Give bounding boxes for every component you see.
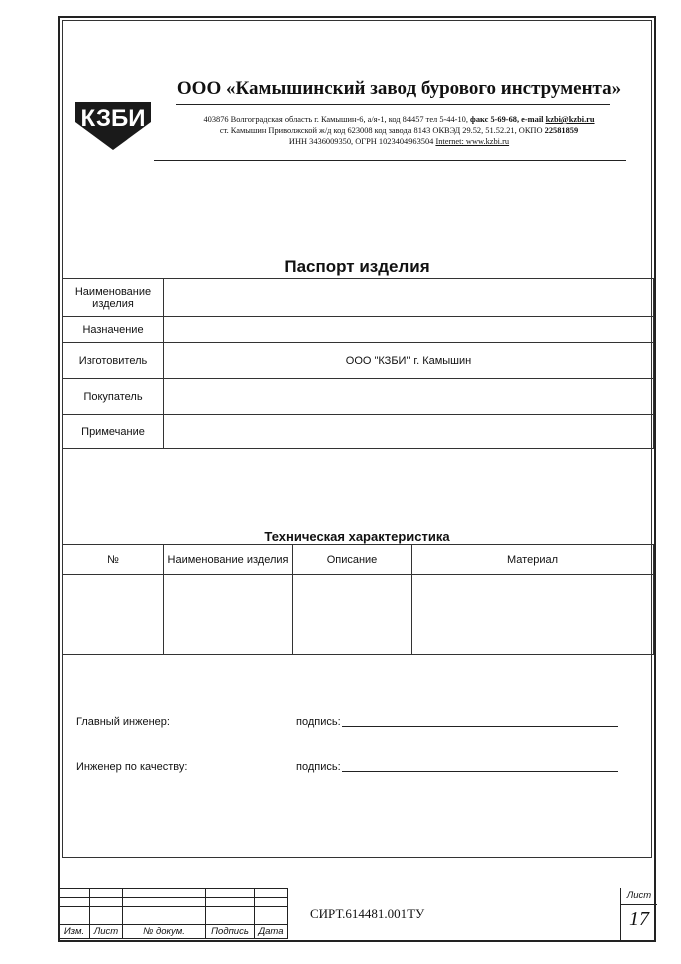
table-row (63, 317, 654, 343)
col-name: Наименование изделия (164, 545, 293, 575)
table-row (63, 343, 654, 379)
sheet-number: 17 (629, 908, 649, 930)
col-material: Материал (412, 545, 654, 575)
table-row (63, 415, 654, 449)
quality-engineer-label: Инженер по качеству: (76, 761, 188, 773)
stamp-list: Лист (90, 925, 123, 939)
specs-header-row (63, 545, 654, 575)
row-label-buyer: Покупатель (63, 379, 164, 415)
col-number: № (63, 545, 164, 575)
col-description: Описание (293, 545, 412, 575)
address-line-1: 403876 Волгоградская область г. Камышин-6, а/я-1, код 84457 тел 5-44-10, факс 5-69-68, e-mail kzbi@kzbi.ru (203, 115, 595, 124)
specs-table (62, 544, 654, 655)
company-logo (72, 96, 154, 152)
row-label-note: Примечание (63, 415, 164, 449)
passport-title: Паспорт изделия (284, 257, 430, 276)
row-value-purpose (164, 317, 654, 343)
title-block-grid (58, 888, 288, 939)
stamp-doc-num: № докум. (123, 925, 206, 939)
header-rule (154, 160, 626, 161)
stamp-data: Дата (255, 925, 288, 939)
sheet-label: Лист (626, 890, 652, 901)
quality-sign-label: подпись: (296, 761, 341, 773)
quality-sign-line (342, 771, 618, 772)
table-row (63, 379, 654, 415)
stamp-podpis: Подпись (206, 925, 255, 939)
table-row (63, 279, 654, 317)
row-label-purpose: Назначение (63, 317, 164, 343)
company-underline (176, 104, 610, 105)
document-code: СИРТ.614481.001ТУ (310, 906, 425, 921)
row-value-note (164, 415, 654, 449)
stamp-izm: Изм. (59, 925, 90, 939)
row-value-manufacturer: ООО "КЗБИ" г. Камышин (164, 343, 654, 379)
logo-text: КЗБИ (80, 105, 146, 132)
chief-sign-label: подпись: (296, 716, 341, 728)
chief-engineer-label: Главный инженер: (76, 716, 170, 728)
table-row (63, 575, 654, 655)
chief-sign-line (342, 726, 618, 727)
specs-title: Техническая характеристика (264, 529, 450, 544)
address-line-3: ИНН 3436009350, ОГРН 1023404963504 Internet: www.kzbi.ru (288, 137, 510, 146)
row-label-name: Наименование изделия (63, 279, 164, 317)
row-label-manufacturer: Изготовитель (63, 343, 164, 379)
row-value-name (164, 279, 654, 317)
company-name: ООО «Камышинский завод бурового инструмента» (176, 78, 622, 99)
sheet-box (620, 888, 656, 942)
row-value-buyer (164, 379, 654, 415)
product-table (62, 278, 654, 449)
address-line-2: ст. Камышин Приволжской ж/д код 623008 код завода 8143 ОКВЭД 29.52, 51.52.21, ОКПО 22581859 (219, 126, 579, 135)
